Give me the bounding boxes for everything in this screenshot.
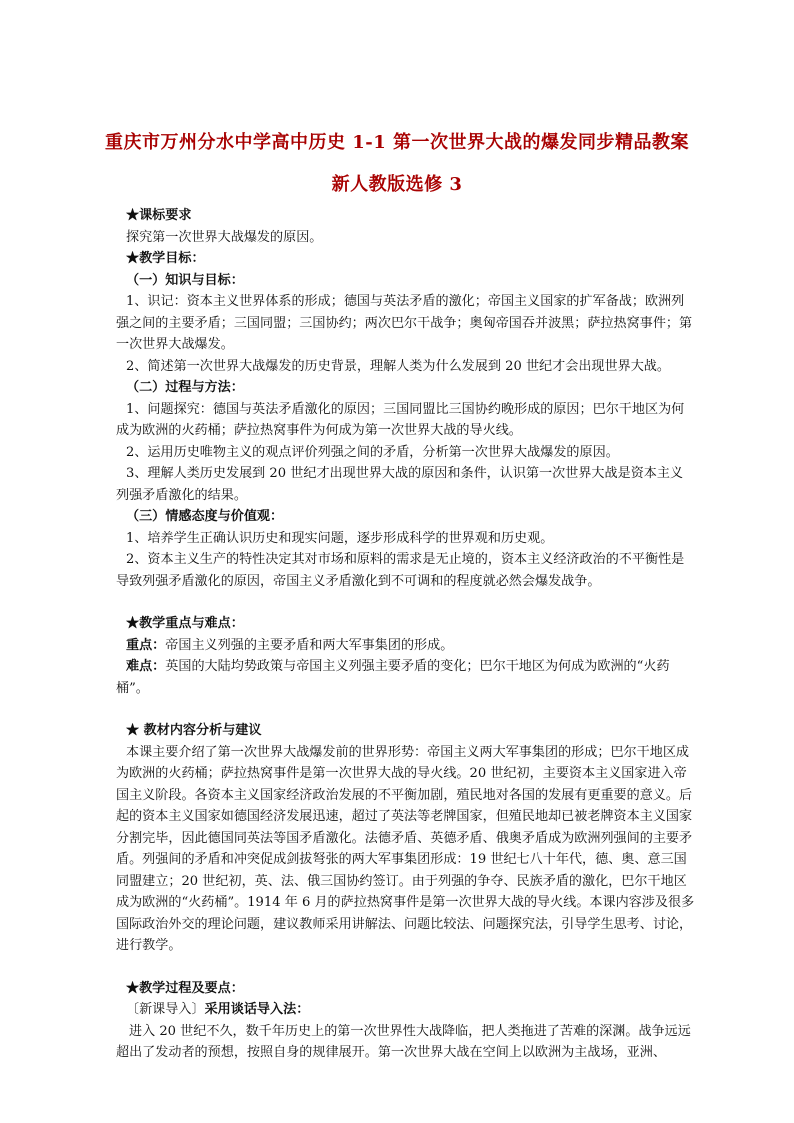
daoru-label: 采用谈话导入法： <box>204 1002 310 1017</box>
section-heading-kebiao: ★课标要求 <box>126 208 192 223</box>
subheading-zhishi: （一）知识与目标： <box>126 272 244 288</box>
nandian-text: 英国的大陆均势政策与帝国主义列强主要矛盾的变化；巴尔干地区为何成为欧洲的“火药桶”。 <box>116 659 670 696</box>
spacer <box>116 592 696 613</box>
spacer <box>116 957 696 978</box>
paragraph-zhongdian <box>116 635 696 657</box>
subheading-guocheng: （二）过程与方法： <box>126 380 244 395</box>
zhongdian-label: 重点： <box>126 637 166 653</box>
spacer <box>116 699 696 720</box>
paragraph-kebiao: 探究第一次世界大战爆发的原因。 <box>126 229 323 245</box>
paragraph-jiaocai: 本课主要介绍了第一次世界大战爆发前的世界形势：帝国主义两大军事集团的形成；巴尔干地区成为欧洲的火药桶；萨拉热窝事件是第一次世界大战的导火线。20 世纪初，主要资本主义国家进入帝国主义阶段。各资本主义国家经济政治发展的不平衡加剧，殖民地对各国的发展有更重要的意义。后起的资本主义国家如德国经济发展迅速，超过了英法等老牌国家，但殖民地却已被老牌资本主义国家分割完毕，因此德国同英法等国矛盾激化。法德矛盾、英德矛盾、俄奥矛盾成为欧洲列强间的主要矛盾。列强间的矛盾和冲突促成剑拔弩张的两大军事集团形成：19 世纪七八十年代，德、奥、意三国同盟建立；20 世纪初，英、法、俄三国协约签订。由于列强的争夺、民族矛盾的激化，巴尔干地区成为欧洲的“火药桶”。1914 年 6 月的萨拉热窝事件是第一次世界大战的导火线。本课内容涉及很多国际政治外交的理论问题，建议教师采用讲解法、问题比较法、问题探究法，引导学生思考、讨论，进行教学。 <box>116 744 695 953</box>
paragraph-zhishi-1: 1、识记：资本主义世界体系的形成；德国与英法矛盾的激化；帝国主义国家的扩军备战；欧洲列强之间的主要矛盾；三国同盟；三国协约；两次巴尔干战争；奥匈帝国吞并波黑；萨拉热窝事件；第一次世界大战爆发。 <box>116 294 693 352</box>
section-heading-guocheng: ★教学过程及要点： <box>126 980 244 996</box>
paragraph-qinggan-1: 1、培养学生正确认识历史和现实问题，逐步形成科学的世界观和历史观。 <box>126 530 554 546</box>
nandian-label: 难点： <box>126 659 166 674</box>
section-heading-mubiao: ★教学目标： <box>126 251 205 266</box>
subheading-qinggan: （三）情感态度与价值观： <box>126 509 284 524</box>
paragraph-zhishi-2: 2、简述第一次世界大战爆发的历史背景，理解人类为什么发展到 20 世纪才会出现世界大战。 <box>126 358 670 374</box>
document-body <box>116 205 696 1064</box>
zhongdian-text: 帝国主义列强的主要矛盾和两大军事集团的形成。 <box>165 637 454 653</box>
paragraph-guocheng-1: 1、问题探究：德国与英法矛盾激化的原因；三国同盟比三国协约晚形成的原因；巴尔干地区为何成为欧洲的火药桶；萨拉热窝事件为何成为第一次世界大战的导火线。 <box>116 401 685 438</box>
paragraph-nandian <box>116 656 696 699</box>
daoru-prefix: 〔新课导入〕 <box>126 1002 205 1017</box>
paragraph-daoru-heading <box>116 999 696 1021</box>
paragraph-guocheng-2: 2、运用历史唯物主义的观点评价列强之间的矛盾，分析第一次世界大战爆发的原因。 <box>126 444 619 460</box>
paragraph-qinggan-2: 2、资本主义生产的特性决定其对市场和原料的需求是无止境的，资本主义经济政治的不平衡性是导致列强矛盾激化的原因，帝国主义矛盾激化到不可调和的程度就必然会爆发战争。 <box>116 552 685 589</box>
document-title: 重庆市万州分水中学高中历史 1-1 第一次世界大战的爆发同步精品教案 <box>104 132 690 153</box>
document-subtitle: 新人教版选修 3 <box>331 174 463 195</box>
section-heading-zhongdian: ★教学重点与难点： <box>126 616 244 631</box>
paragraph-guocheng-3: 3、理解人类历史发展到 20 世纪才出现世界大战的原因和条件，认识第一次世界大战是资本主义列强矛盾激化的结果。 <box>116 466 684 503</box>
paragraph-daoru: 进入 20 世纪不久，数千年历史上的第一次世界性大战降临，把人类拖进了苦难的深渊。战争远远超出了发动者的预想，按照自身的规律展开。第一次世界大战在空间上以欧洲为主战场，亚洲、 <box>116 1023 691 1060</box>
section-heading-jiaocai: ★ 教材内容分析与建议 <box>126 723 262 738</box>
